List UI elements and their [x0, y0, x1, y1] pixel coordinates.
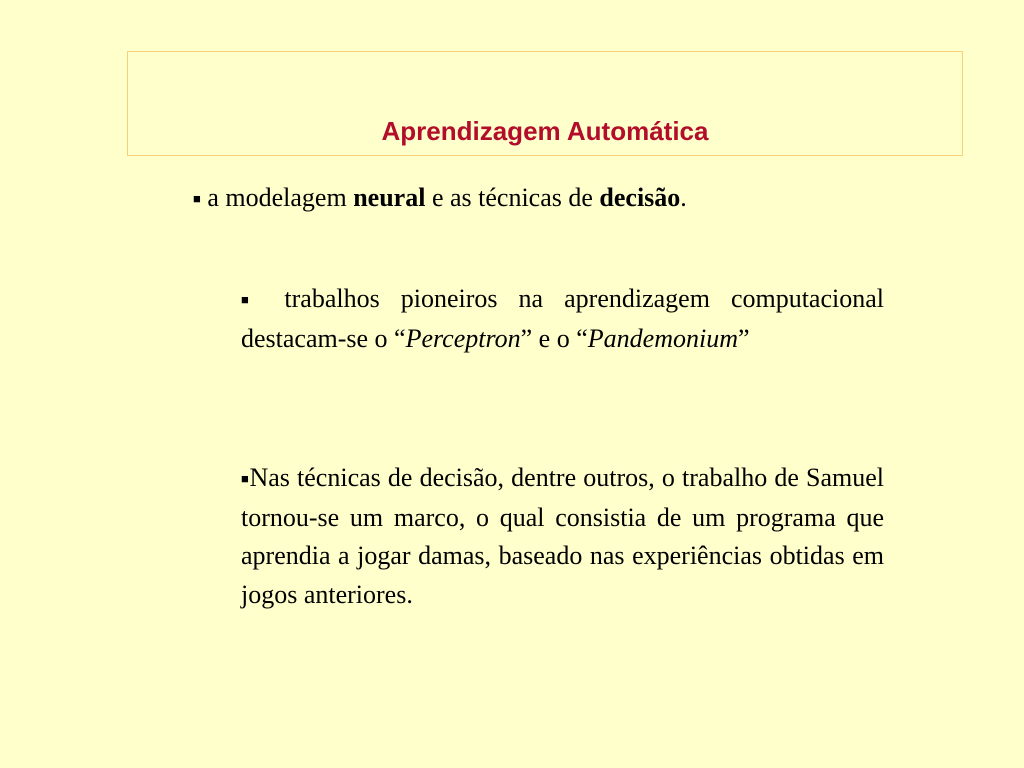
bold-term-neural: neural	[353, 183, 426, 212]
sub-bullet-text-part: trabalhos pioneiros na aprendizagem computacional destacam-se o “	[241, 284, 885, 353]
sub-bullet-text-part: ”	[737, 323, 750, 353]
italic-term-perceptron: Perceptron	[405, 323, 521, 353]
bullet-text-part: a modelagem	[207, 183, 354, 212]
title-placeholder-box	[127, 51, 963, 156]
square-bullet-icon: ■	[241, 292, 264, 307]
italic-term-pandemonium: Pandemonium	[587, 323, 738, 353]
sub-bullet-text: Nas técnicas de decisão, dentre outros, o trabalho de Samuel tornou-se um marco, o qual consistia de um programa que aprendia a jogar damas, baseado nas experiências obtidas em jogos anteriores.	[241, 463, 884, 609]
slide-title: Aprendizagem Automática	[381, 116, 709, 146]
square-bullet-icon: ■	[193, 191, 201, 206]
sub-bullet-samuel	[241, 459, 884, 614]
bullet-text-part: .	[680, 183, 687, 212]
square-bullet-icon: ■	[241, 471, 250, 486]
bullet-item-modelagem	[193, 182, 687, 215]
bullet-text-part: e as técnicas de	[425, 183, 600, 212]
sub-bullet-text-part: ” e o “	[520, 323, 588, 353]
sub-bullet-pioneiros	[241, 280, 884, 358]
bold-term-decisao: decisão	[599, 183, 681, 212]
